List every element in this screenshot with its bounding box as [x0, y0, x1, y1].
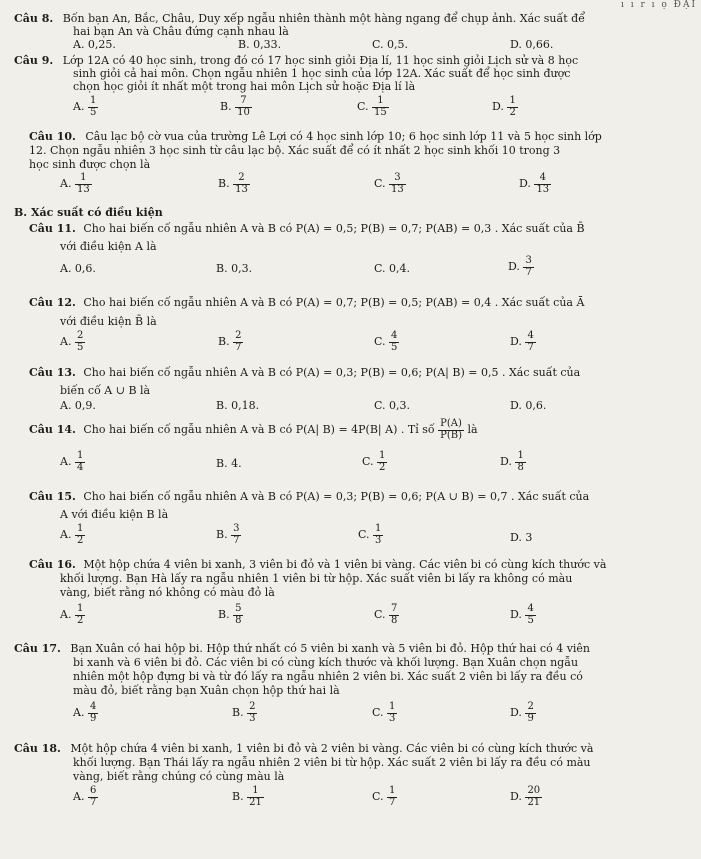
question-text: Cho hai biến cố ngẫu nhiên A và B có P(A) = 0,5; P(B) = 0,7; P(AB) = 0,3 . Xác suất của B̄ [83, 222, 585, 235]
option-label: D. [508, 260, 520, 273]
option-c [357, 96, 389, 118]
option-label: A. [73, 706, 85, 719]
option-label: B. [218, 177, 230, 190]
option-label: D. [519, 177, 531, 190]
option-label: A. [73, 100, 85, 113]
fraction: $\frac{4}{13}$ [536, 172, 550, 195]
question-text: Một hộp chứa 4 viên bi xanh, 1 viên bi đỏ và 2 viên bi vàng. Các viên bi có cùng kích thước và [70, 742, 594, 755]
question-text: vàng, biết rằng nó không có màu đỏ là [60, 586, 275, 599]
fraction: $\frac{2}{3}$ [249, 701, 256, 724]
question-text: Bốn bạn An, Bắc, Châu, Duy xếp ngẫu nhiên thành một hàng ngang để chụp ảnh. Xác suất để [62, 12, 585, 25]
option-label: B. [232, 706, 244, 719]
fraction: $\frac{4}{7}$ [527, 330, 534, 353]
fraction: $\frac{3}{7}$ [233, 523, 240, 546]
question-text: hai bạn An và Châu đứng cạnh nhau là [73, 25, 289, 38]
option-label: B. [216, 528, 228, 541]
question-text: A với điều kiện B là [60, 508, 169, 521]
fraction: $\frac{1}{3}$ [375, 523, 382, 546]
option-label: A. [60, 335, 72, 348]
option-a: A. 0,6. [60, 262, 96, 275]
fraction: $\frac{1}{4}$ [76, 450, 84, 473]
fraction: $\frac{2}{13}$ [235, 172, 248, 195]
option-b [232, 702, 257, 724]
question-number: Câu 18. [14, 742, 61, 755]
fraction: $\frac{5}{8}$ [235, 603, 242, 626]
question-number: Câu 11. [29, 222, 76, 235]
option-c [374, 173, 406, 195]
fraction: $\frac{1}{13}$ [76, 172, 90, 195]
fraction: $\frac{7}{10}$ [237, 95, 250, 118]
option-label: A. [60, 528, 72, 541]
question-number: Câu 10. [29, 130, 76, 143]
option-a: A. 0,9. [60, 399, 96, 412]
option-c: C. 0,4. [374, 262, 411, 275]
section-heading: B. Xác suất có điều kiện [14, 206, 163, 219]
option-d [519, 173, 551, 195]
option-label: D. [510, 706, 522, 719]
question-number: Câu 15. [29, 490, 76, 503]
question-text: sinh giỏi cả hai môn. Chọn ngẫu nhiên 1 học sinh của lớp 12A. Xác suất để học sinh được [73, 67, 571, 80]
option-a [73, 702, 98, 724]
fraction: $\frac{2}{9}$ [527, 701, 534, 724]
option-label: A. [73, 790, 85, 803]
question-text: Cho hai biến cố ngẫu nhiên A và B có P(A) = 0,7; P(B) = 0,5; P(AB) = 0,4 . Xác suất của Ā [83, 296, 585, 309]
fraction: $\frac{6}{7}$ [89, 785, 97, 808]
fraction: $\frac{7}{8}$ [391, 603, 398, 626]
option-d: D. 3 [510, 531, 533, 544]
option-label: B. [218, 335, 230, 348]
option-c [374, 331, 399, 353]
question-text: 12. Chọn ngẫu nhiên 3 học sinh từ câu lạc bộ. Xác suất để có ít nhất 2 học sinh khối 10 trong 3 [29, 144, 561, 157]
option-label: B. [232, 790, 244, 803]
option-label: C. [374, 608, 386, 621]
question-text: màu đỏ, biết rằng bạn Xuân chọn hộp thứ hai là [73, 684, 340, 697]
question-text: vàng, biết rằng chúng có cùng màu là [73, 770, 285, 783]
option-label: C. [372, 706, 384, 719]
question-text: khối lượng. Bạn Thái lấy ra ngẫu nhiên 2 viên bi từ hộp. Xác suất 2 viên bi lấy ra đều có màu [73, 756, 591, 769]
question-text: biến cố A ∪ B là [60, 384, 151, 397]
option-label: C. [357, 100, 369, 113]
option-b: B. 0,18. [216, 399, 260, 412]
question-text: học sinh được chọn là [29, 158, 151, 171]
option-label: D. [510, 790, 522, 803]
option-label: C. [374, 177, 386, 190]
option-d [510, 604, 536, 626]
option-c [374, 604, 399, 626]
option-label: C. [362, 455, 374, 468]
option-a [73, 786, 98, 808]
option-b [218, 604, 243, 626]
fraction: $\frac{2}{5}$ [76, 330, 84, 353]
question-text: Lớp 12A có 40 học sinh, trong đó có 17 học sinh giỏi Địa lí, 11 học sinh giỏi Lịch sử và 8 học [62, 54, 579, 67]
option-b [218, 331, 243, 353]
fraction: $\frac{1}{3}$ [389, 701, 396, 724]
option-label: B. [218, 608, 230, 621]
ratio-fraction: $\frac{P(A)}{P(B)}$ [440, 418, 462, 441]
option-label: C. [374, 335, 386, 348]
option-label: A. [60, 608, 72, 621]
question-number: Câu 17. [14, 642, 61, 655]
question-text: Một hộp chứa 4 viên bi xanh, 3 viên bi đỏ và 1 viên bi vàng. Các viên bi có cùng kích thước và [83, 558, 607, 571]
question-text: Cho hai biến cố ngẫu nhiên A và B có P(A| B) = 4P(B| A) . Tỉ số [83, 423, 435, 436]
header-fragment: ı ı r ı ọ ĐẠI [621, 0, 697, 10]
option-a [60, 524, 85, 546]
option-a [60, 451, 85, 473]
question-text: bi xanh và 6 viên bi đỏ. Các viên bi có cùng kích thước và khối lượng. Bạn Xuân chọn ngẫu [73, 656, 579, 669]
fraction: $\frac{1}{2}$ [509, 95, 516, 118]
option-label: B. [220, 100, 232, 113]
option-c [362, 451, 387, 473]
option-a [60, 604, 85, 626]
option-d: D. 0,6. [510, 399, 547, 412]
question-number: Câu 12. [29, 296, 76, 309]
question-text: Cho hai biến cố ngẫu nhiên A và B có P(A) = 0,3; P(B) = 0,6; P(A| B) = 0,5 . Xác suất của [83, 366, 581, 379]
question-number: Câu 8. [14, 12, 54, 25]
option-d: D. 0,66. [510, 38, 554, 51]
question-text: Bạn Xuân có hai hộp bi. Hộp thứ nhất có 5 viên bi xanh và 5 viên bi đỏ. Hộp thứ hai có 4 viên [70, 642, 591, 655]
option-d [500, 451, 526, 473]
option-c: C. 0,3. [374, 399, 411, 412]
question-number: Câu 16. [29, 558, 76, 571]
question-number: Câu 9. [14, 54, 54, 67]
option-d [508, 256, 534, 278]
question-number: Câu 13. [29, 366, 76, 379]
option-a [60, 331, 85, 353]
option-a: A. 0,25. [73, 38, 116, 51]
option-b: B. 0,3. [216, 262, 253, 275]
option-label: D. [510, 608, 522, 621]
option-label: D. [510, 335, 522, 348]
option-label: D. [500, 455, 512, 468]
option-d [510, 786, 542, 808]
fraction: $\frac{4}{5}$ [527, 603, 534, 626]
option-label: A. [60, 455, 72, 468]
option-c [372, 786, 397, 808]
fraction: $\frac{3}{13}$ [391, 172, 404, 195]
question-text: nhiên một hộp đựng bi và từ đó lấy ra ngẫu nhiên 2 viên bi. Xác suất 2 viên bi lấy ra đều có [73, 670, 583, 683]
question-text: là [467, 423, 478, 436]
fraction: $\frac{1}{2}$ [76, 603, 84, 626]
option-b [218, 173, 250, 195]
fraction: $\frac{1}{2}$ [76, 523, 84, 546]
option-b [216, 524, 241, 546]
option-label: C. [372, 790, 384, 803]
option-b [232, 786, 264, 808]
fraction: $\frac{4}{9}$ [89, 701, 97, 724]
fraction: $\frac{1}{5}$ [89, 95, 97, 118]
fraction: $\frac{3}{7}$ [525, 255, 532, 278]
question-text: với điều kiện A là [60, 240, 157, 253]
fraction: $\frac{1}{21}$ [249, 785, 262, 808]
question-text: khối lượng. Bạn Hà lấy ra ngẫu nhiên 1 viên bi từ hộp. Xác suất viên bi lấy ra không có màu [60, 572, 573, 585]
fraction: $\frac{20}{21}$ [527, 785, 541, 808]
fraction: $\frac{2}{7}$ [235, 330, 242, 353]
option-c: C. 0,5. [372, 38, 409, 51]
option-a [60, 173, 92, 195]
option-a [73, 96, 98, 118]
fraction: $\frac{1}{15}$ [374, 95, 387, 118]
question-text: với điều kiện B̄ là [60, 315, 157, 328]
question-text: Cho hai biến cố ngẫu nhiên A và B có P(A) = 0,3; P(B) = 0,6; P(A ∪ B) = 0,7 . Xác suất của [83, 490, 590, 503]
fraction: $\frac{4}{5}$ [391, 330, 398, 353]
question-number: Câu 14. [29, 423, 76, 436]
option-d [492, 96, 518, 118]
question-text: chọn học giỏi ít nhất một trong hai môn Lịch sử hoặc Địa lí là [73, 80, 416, 93]
option-d [510, 702, 536, 724]
option-b [220, 96, 252, 118]
fraction: $\frac{1}{8}$ [517, 450, 524, 473]
option-label: A. [60, 177, 72, 190]
option-b: B. 0,33. [238, 38, 282, 51]
option-label: C. [358, 528, 370, 541]
option-c [372, 702, 397, 724]
fraction: $\frac{1}{2}$ [379, 450, 386, 473]
fraction: $\frac{1}{7}$ [389, 785, 396, 808]
option-b: B. 4. [216, 457, 242, 470]
option-d [510, 331, 536, 353]
question-text: Câu lạc bộ cờ vua của trường Lê Lợi có 4 học sinh lớp 10; 6 học sinh lớp 11 và 5 học sinh lớp [85, 130, 602, 143]
option-c [358, 524, 383, 546]
option-label: D. [492, 100, 504, 113]
